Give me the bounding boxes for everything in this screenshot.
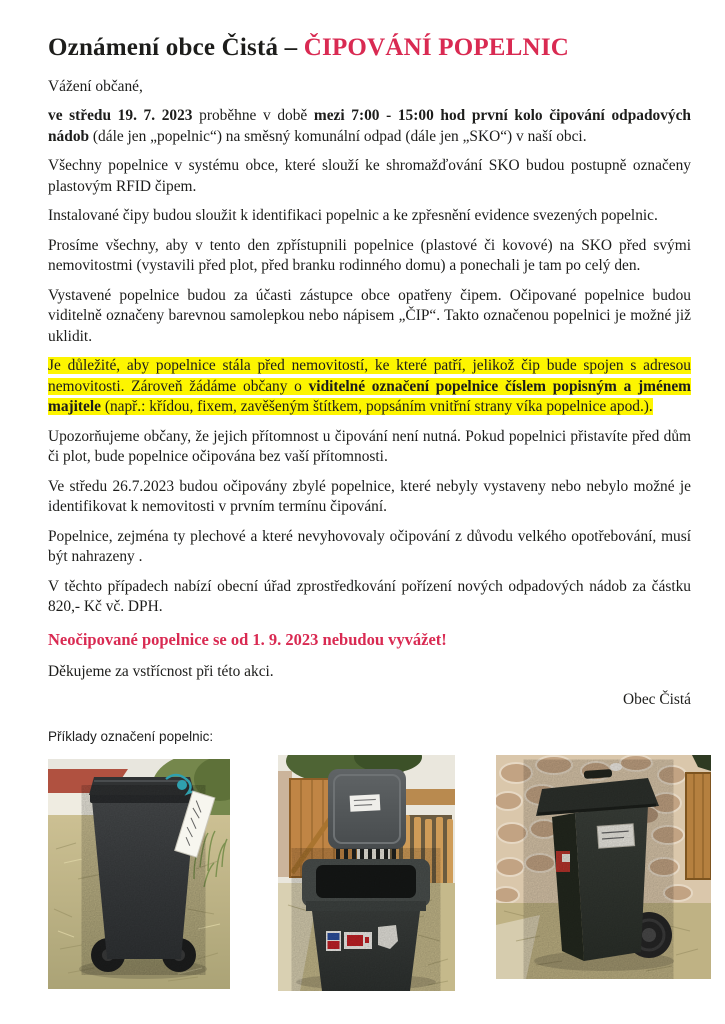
photo3-wooden-door xyxy=(686,773,711,879)
paragraph-rfid: Všechny popelnice v systému obce, které slouží ke shromažďování SKO budou postupně označeny plastovým RFID čipem. xyxy=(48,157,691,195)
document-body xyxy=(48,77,691,682)
paragraph-thanks: Děkujeme za vstřícnost při této akci. xyxy=(48,662,274,680)
paragraph-request: Prosíme všechny, aby v tento den zpřístupnili popelnice (plastové či kovové) na SKO před svými nemovitostmi (vystavili před plot, před branku rodinného domu) a ponechali je tam po celý den. xyxy=(48,236,691,275)
photo2-open-lid xyxy=(328,769,406,849)
title-emphasis: ČIPOVÁNÍ POPELNIC xyxy=(303,34,569,61)
paragraph-price: V těchto případech nabízí obecní úřad zprostředkování pořízení nových odpadových nádob za částku 820,- Kč vč. DPH. xyxy=(48,577,691,616)
photo2-lid-label xyxy=(350,794,381,812)
page-title xyxy=(48,34,691,62)
title-prefix: Oznámení obce Čistá – xyxy=(48,34,304,61)
bin-side-label-photo xyxy=(496,755,711,979)
bin-with-paper-tag-photo xyxy=(48,759,230,989)
bin-open-lid-stickers-photo xyxy=(278,755,455,991)
paragraph-highlighted: Je důležité, aby popelnice stála před nemovitostí, ke které patří, jelikož čip bude spojen s adresou nemovitosti. Zároveň žádáme občany o viditelné označení popelnice číslem popisným a jménem majitele (např.: křídou, fixem, zavěšeným štítkem, popsáním vnitřní strany víka popelnice apod.). xyxy=(48,357,692,416)
paragraph-replacement: Popelnice, zejména ty plechové a které nevyhovovaly očipování z důvodu velkého opotřebování, musí být nahrazeny . xyxy=(48,527,691,566)
paragraph-presence: Upozorňujeme občany, že jejich přítomnost u čipování není nutná. Pokud popelnici přistavíte před dům či plot, bude popelnice očipována bez vaší přítomnosti. xyxy=(48,427,691,466)
paragraph-identification: Instalované čipy budou sloužit k identifikaci popelnic a ke zpřesnění evidence svezených popelnic. xyxy=(48,207,658,225)
paragraph-warning: Neočipované popelnice se od 1. 9. 2023 nebudou vyvážet! xyxy=(48,629,447,649)
photos-caption: Příklady označení popelnic: xyxy=(48,729,214,745)
salutation: Vážení občané, xyxy=(48,78,143,95)
paragraph-second-round: Ve středu 26.7.2023 budou očipovány zbylé popelnice, které nebyly vystaveny nebo nebylo možné je identifikovat k nemovitosti v prvním termínu čipování. xyxy=(48,477,691,516)
photo-row xyxy=(48,755,691,991)
paragraph-first-round: ve středu 19. 7. 2023 proběhne v době mezi 7:00 - 15:00 hod první kolo čipování odpadových nádob (dále jen „popelnic“) na směsný komunální odpad (dále jen „SKO“) v naší obci. xyxy=(48,107,691,145)
paragraph-sticker: Vystavené popelnice budou za účasti zástupce obce opatřeny čipem. Očipované popelnice budou viditelně označeny barevnou samolepkou nebo nápisem „ČIP“. Takto označenou popelnici je možné již uklidit. xyxy=(48,286,691,345)
signature: Obec Čistá xyxy=(623,691,691,709)
